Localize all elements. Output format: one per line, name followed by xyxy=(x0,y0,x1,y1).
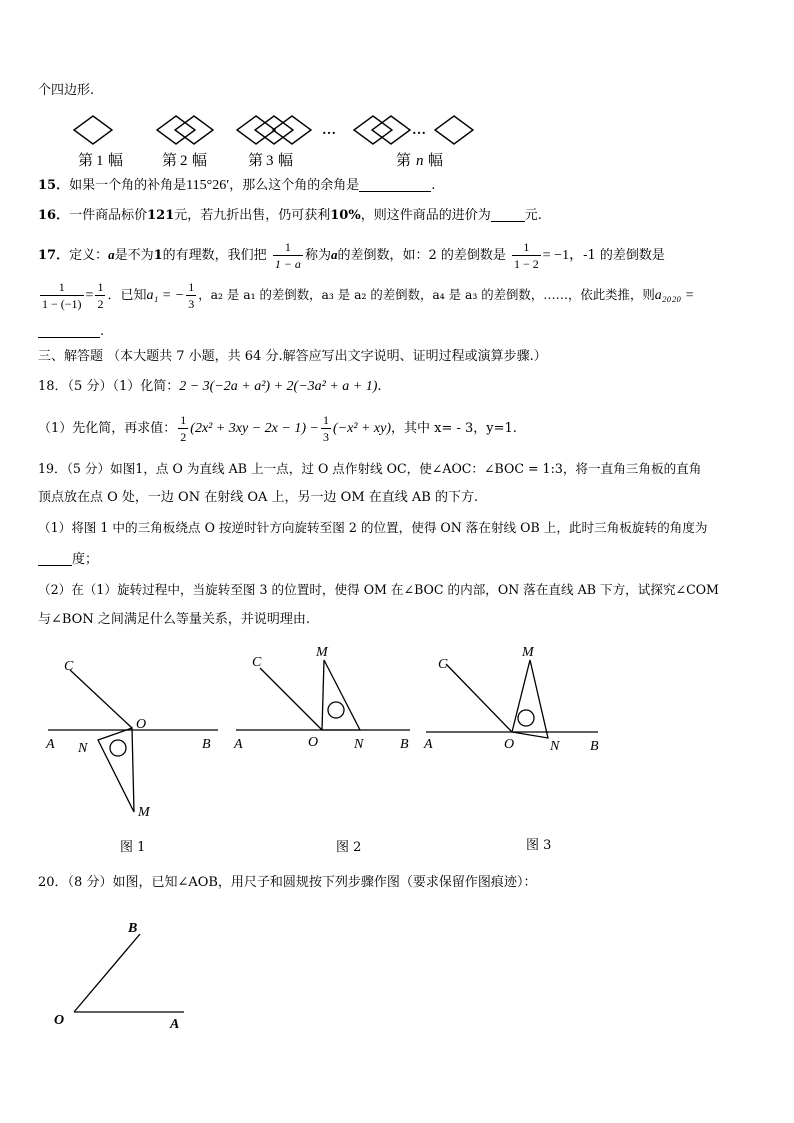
caption-char: 1 xyxy=(96,153,104,169)
question-15: 15．如果一个角的补角是115°26′，那么这个角的余角是 . xyxy=(38,178,436,193)
continuation-text: 个四边形. xyxy=(38,83,95,98)
svg-text:C: C xyxy=(252,655,262,670)
rhombus-shape xyxy=(74,116,112,144)
caption-char: 第 xyxy=(248,153,264,169)
caption-char: 幅 xyxy=(192,153,208,169)
fraction: $\frac{1}{2}$ xyxy=(97,280,104,311)
svg-text:A: A xyxy=(170,1017,180,1032)
figure-2-caption: 图 2 xyxy=(336,840,362,855)
caption-char: 幅 xyxy=(108,153,124,169)
caption-char: 幅 xyxy=(278,153,294,169)
svg-text:M: M xyxy=(138,805,150,820)
svg-text:O: O xyxy=(308,735,319,750)
rhombus-shape xyxy=(435,116,473,144)
caption-char: 2 xyxy=(180,153,188,169)
question-17-line-1: 17．定义：a是不为1的有理数，我们把 $\frac{1}{1 - a}$ 称为a的差倒数，如：2 的差倒数是 $\frac{1}{1 - 2}$ = −1，-1 的差倒数是 xyxy=(38,240,665,271)
figure-2-diagram xyxy=(230,640,420,760)
question-19-line-3: （1）将图 1 中的三角板绕点 O 按逆时针方向旋转至图 2 的位置，使得 ON 落在射线 OB 上，此时三角板旋转的角度为 xyxy=(38,520,708,535)
answer-blank[interactable] xyxy=(359,177,431,192)
answer-blank[interactable] xyxy=(38,323,100,338)
caption-char: 第 xyxy=(396,153,412,169)
fraction: $\frac{1}{3}$ xyxy=(188,280,195,311)
question-number: 17． xyxy=(38,248,70,263)
fraction: $\frac{1}{3}$ xyxy=(322,413,329,444)
caption-char: 幅 xyxy=(428,153,444,169)
figure-3-diagram xyxy=(420,640,610,760)
angle-value: 115°26′ xyxy=(186,178,230,193)
caption-char: 第 xyxy=(162,153,178,169)
svg-text:M: M xyxy=(522,645,534,660)
ellipsis-text: … xyxy=(412,123,426,138)
svg-text:O: O xyxy=(504,737,515,752)
figure-3-caption: 图 3 xyxy=(526,838,552,853)
caption-char: 3 xyxy=(266,153,274,169)
question-text: 如果一个角的补角是 xyxy=(69,178,187,193)
svg-text:A: A xyxy=(234,737,243,752)
question-20: 20．（8 分）如图，已知∠AOB，用尺子和圆规按下列步骤作图（要求保留作图痕迹）： xyxy=(38,875,537,890)
question-19-line-1: 19．（5 分）如图1，点 O 为直线 AB 上一点，过 O 点作射线 OC，使∠AOC：∠BOC = 1:3，将一直角三角板的直角 xyxy=(38,461,702,476)
fraction: $\frac{1}{2}$ xyxy=(180,413,187,444)
svg-text:B: B xyxy=(590,739,599,754)
answer-blank[interactable] xyxy=(38,551,72,566)
svg-text:B: B xyxy=(400,737,409,752)
svg-text:N: N xyxy=(78,741,88,756)
svg-text:B: B xyxy=(128,921,138,936)
ellipsis-text: … xyxy=(322,123,336,138)
question-18-part-1: 18．（5 分）（1）化简：2 − 3(−2a + a²) + 2(−3a² + a + 1). xyxy=(38,379,382,394)
caption-char: 第 xyxy=(78,153,94,169)
fraction: $\frac{1}{1 - 2}$ xyxy=(514,240,539,271)
answer-blank[interactable] xyxy=(491,207,525,222)
question-17-line-2: $\frac{1}{1 - (-1)}$ = $\frac{1}{2}$ ．已知a₁ = − $\frac{1}{3}$ ，a₂ 是 a₁ 的差倒数，a₃ 是 a₂ 的差倒数，a₄ 是 a₃ 的差倒数，……，依此类推，则a₂₀₂₀ = xyxy=(42,280,695,311)
figure-1-diagram xyxy=(40,648,230,828)
question-19-line-4: 度； xyxy=(38,551,98,569)
svg-text:N: N xyxy=(550,739,560,754)
svg-text:B: B xyxy=(202,737,211,752)
diamond-pattern-figure xyxy=(60,112,480,170)
svg-text:A: A xyxy=(46,737,55,752)
question-19-line-2: 顶点放在点 O 处，一边 ON 在射线 OA 上，另一边 OM 在直线 AB 的下方. xyxy=(38,490,479,505)
question-19-line-6: 与∠BON 之间满足什么等量关系，并说明理由. xyxy=(38,612,310,627)
svg-text:O: O xyxy=(54,1013,65,1028)
question-17-line-3: . xyxy=(38,323,104,341)
caption-char: n xyxy=(416,153,424,169)
fraction: $\frac{1}{1 - (-1)}$ xyxy=(42,280,82,311)
svg-text:N: N xyxy=(354,737,364,752)
question-text: ，那么这个角的余角是 xyxy=(229,178,360,193)
angle-aob-diagram xyxy=(48,912,208,1032)
svg-text:O: O xyxy=(136,717,147,732)
fraction: $\frac{1}{1 - a}$ xyxy=(274,240,301,271)
question-16: 16．一件商品标价121元，若九折出售，仍可获利10%，则这件商品的进价为 元. xyxy=(38,208,542,223)
svg-text:C: C xyxy=(438,657,448,672)
svg-text:A: A xyxy=(424,737,433,752)
section-header: 三、解答题 （本大题共 7 小题，共 64 分.解答应写出文字说明、证明过程或演算步骤.） xyxy=(38,349,547,364)
svg-text:C: C xyxy=(64,659,74,674)
svg-text:M: M xyxy=(316,645,328,660)
figure-1-caption: 图 1 xyxy=(120,840,146,855)
question-18-part-2: （1）先化简，再求值： $\frac{1}{2}$ (2x² + 3xy − 2x − 1) − $\frac{1}{3}$ (−x² + xy)，其中 x= - 3，y=1. xyxy=(38,413,517,444)
question-19-line-5: （2）在（1）旋转过程中，当旋转至图 3 的位置时，使得 OM 在∠BOC 的内部，ON 落在直线 AB 下方，试探究∠COM xyxy=(38,582,719,597)
question-number: 15． xyxy=(38,178,70,193)
question-number: 16． xyxy=(38,208,70,223)
